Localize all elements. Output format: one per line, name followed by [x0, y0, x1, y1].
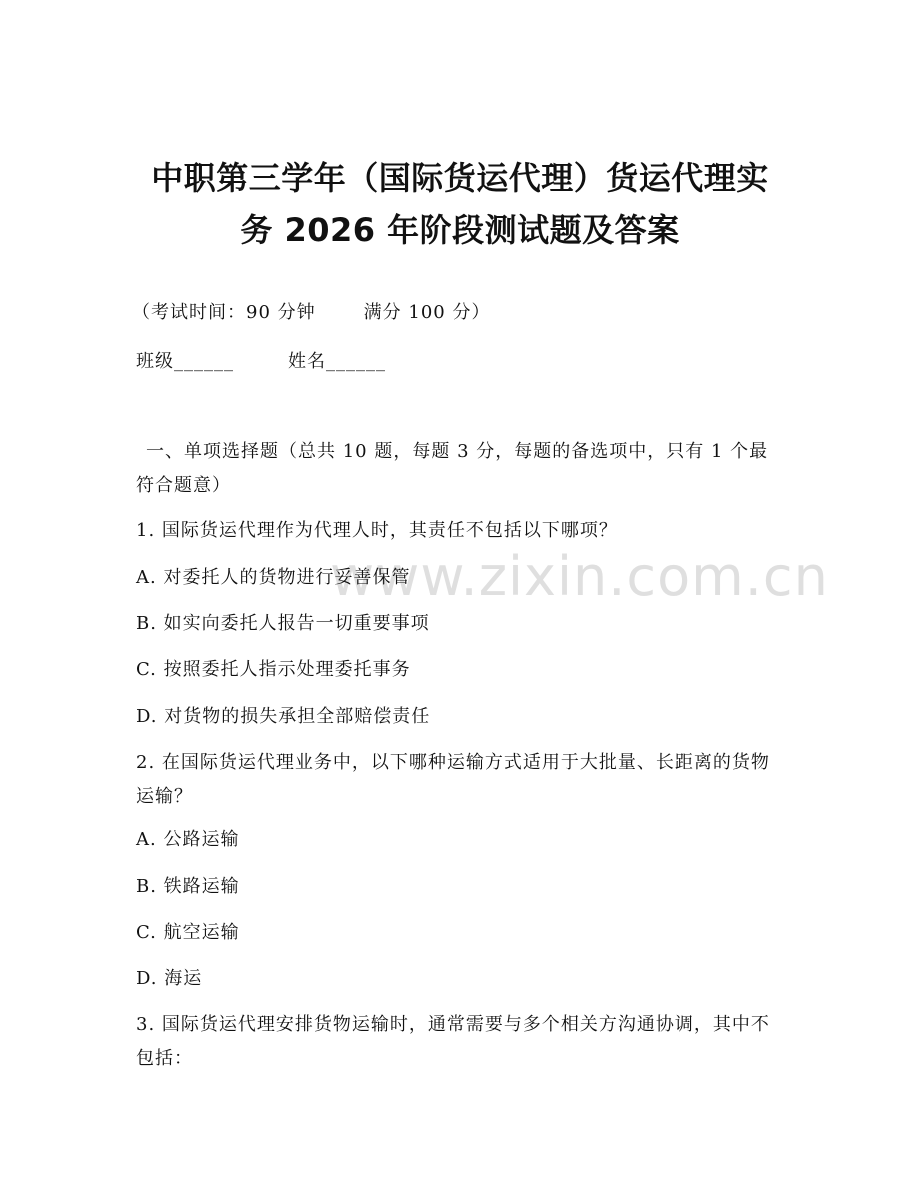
title-line-2: 务 2026 年阶段测试题及答案 [240, 211, 680, 249]
question-1-option-d: D. 对货物的损失承担全部赔偿责任 [136, 706, 431, 727]
question-1-option-c: C. 按照委托人指示处理委托事务 [136, 659, 411, 680]
document-title [120, 152, 800, 256]
exam-info [132, 296, 782, 330]
exam-score: 满分 100 分） [363, 302, 491, 323]
question-1: 1. 国际货运代理作为代理人时，其责任不包括以下哪项？ [136, 520, 618, 541]
student-info [136, 345, 786, 379]
question-1-option-a: A. 对委托人的货物进行妥善保管 [136, 567, 411, 588]
name-field: 姓名______ [288, 351, 386, 372]
question-2-option-d: D. 海运 [136, 968, 203, 989]
question-2-option-c: C. 航空运输 [136, 922, 240, 943]
question-3: 3. 国际货运代理安排货物运输时，通常需要与多个相关方沟通协调，其中不包括： [136, 1014, 770, 1069]
question-2-option-b: B. 铁路运输 [136, 876, 240, 897]
watermark: www.zixin.com.cn [330, 545, 829, 608]
exam-time: （考试时间：90 分钟 [132, 302, 316, 323]
class-field: 班级______ [136, 351, 234, 372]
question-1-option-b: B. 如实向委托人报告一切重要事项 [136, 613, 430, 634]
section-heading: 一、单项选择题（总共 10 题，每题 3 分，每题的备选项中，只有 1 个最符合题意） [136, 441, 769, 496]
title-line-1: 中职第三学年（国际货运代理）货运代理实 [151, 159, 769, 197]
question-2-option-a: A. 公路运输 [136, 829, 240, 850]
question-2: 2. 在国际货运代理业务中，以下哪种运输方式适用于大批量、长距离的货物运输？ [136, 752, 770, 807]
